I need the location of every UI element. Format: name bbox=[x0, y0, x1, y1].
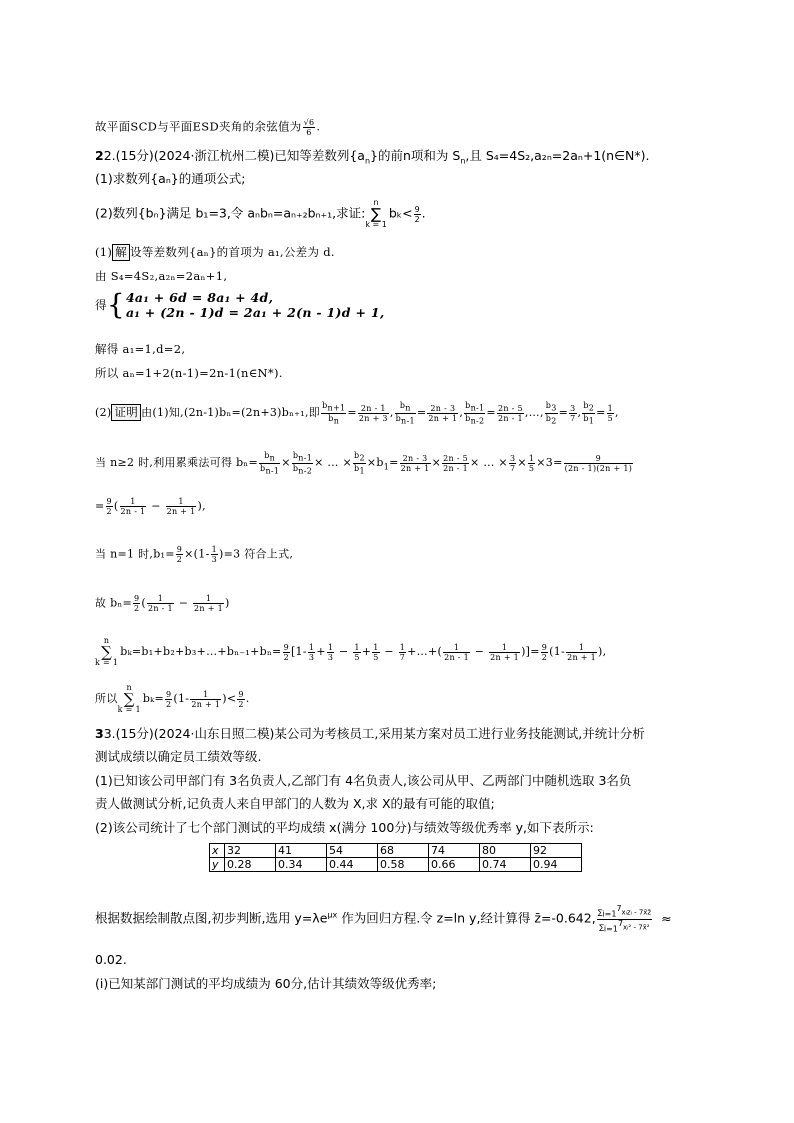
problem-3-q1b: 责人做测试分析,记负责人来自甲部门的人数为 X,求 X的最有可能的取值; bbox=[95, 796, 495, 811]
problem-3-qi: (ⅰ)已知某部门测试的平均成绩为 60分,估计其绩效等级优秀率; bbox=[95, 976, 437, 991]
solution-2-general: 故 bₙ= $\frac{9}{2}$ ( $\frac{1}{2n - 1}$ − $\frac{1}{2n + 1}$ ) bbox=[95, 594, 230, 613]
solution-1-intro: (1) 解 设等差数列{aₙ}的首项为 a₁,公差为 d. bbox=[95, 245, 335, 259]
table-row: y 0.28 0.34 0.44 0.58 0.66 0.74 0.94 bbox=[210, 858, 582, 872]
solution-2-check: 当 n=1 时,b₁= $\frac{9}{2}$ ×(1- $\frac{1}{3}$ )=3 符合上式, bbox=[95, 545, 294, 564]
problem-2-q2: (2)数列{bₙ}满足 b₁=3,令 aₙbₙ=aₙ₊₂bₙ₊₁,求证:n ∑ k = 1bₖ< $\frac{9}{2}$ . bbox=[95, 198, 426, 229]
problem-3-header: 33.(15分)(2024·山东日照二模)某公司为考核员工,采用某方案对员工进行业务技能测试,并统计分析 bbox=[95, 726, 645, 741]
problem-3-approx-value: 0.02. bbox=[95, 952, 127, 967]
solution-1-result: 解得 a₁=1,d=2, bbox=[95, 342, 186, 356]
problem-3-q1: (1)已知该公司甲部门有 3名负责人,乙部门有 4名负责人,该公司从甲、乙两部门中随机选取 3名负 bbox=[95, 773, 632, 788]
problem-2-header: 22.(15分)(2024·浙江杭州二模)已知等差数列$\{a_n\}$的前n项和为 $S_n$,且 S₄=4S₂,a₂ₙ=2aₙ+1(n∈N*). bbox=[95, 148, 650, 166]
data-table bbox=[209, 843, 582, 872]
solution-2-product: 当 n≥2 时,利用累乘法可得 bₙ= $\frac{b_n}{b_{n-1}}$ × $\frac{b_{n-1}}{b_{n-2}}$ × … × $\frac{b_2}{b_1}$ $\times b_1=$ $\frac{2n - 3}{2n + 1}$ × $\frac{2n - 5}{2n - 1}$ × … × $\frac{3}{7}$ × $\frac{1}{5}$ ×3= $\frac{9}{(2n - 1)(2n + 1)}$ bbox=[95, 451, 633, 476]
solution-1-given: 由 S₄=4S₂,a₂ₙ=2aₙ+1, bbox=[95, 269, 228, 283]
problem-2-q1: (1)求数列{aₙ}的通项公式; bbox=[95, 171, 246, 186]
solution-2-ratio: (2) 证明 由(1)知,(2n-1)bₙ=(2n+3)bₙ₊₁,即 $\frac{b_{n+1}}{b_n}$ = $\frac{2n - 1}{2n + 3}$ , $\frac{b_n}{b_{n-1}}$ = $\frac{2n - 3}{2n + 1}$ , $\frac{b_{n-1}}{b_{n-2}}$ = $\frac{2n - 5}{2n - 1}$ ,…, $\frac{b_3}{b_2}$ = $\frac{3}{7}$ , $\frac{b_2}{b_1}$ = $\frac{1}{5}$ , bbox=[95, 401, 619, 426]
proof-tag: 证明 bbox=[111, 404, 141, 421]
problem-3-model: 根据数据绘制散点图,初步判断,选用 $y=\lambda e^{\mu x}$ 作为回归方程.令 z=ln y,经计算得 z̄=-0.642, $\frac{\sum_{i=1}^7xᵢzᵢ - 7x̄z̄}{\sum_{i=1}^7xᵢ^2 - 7x̄^2}$ ≈ bbox=[95, 904, 672, 934]
sum-operator: n ∑ k = 1 bbox=[365, 198, 387, 229]
table-row: x 32 41 54 68 74 80 92 bbox=[210, 844, 582, 858]
problem-3-q2: (2)该公司统计了七个部门测试的平均成绩 x(满分 100分)与绩效等级优秀率 y,如下表所示: bbox=[95, 820, 594, 835]
solution-tag: 解 bbox=[112, 244, 130, 261]
solution-1-system: 得{ 4a₁ + 6d = 8a₁ + 4d, a₁ + (2n - 1)d = 2a₁ + 2(n - 1)d + 1, bbox=[95, 288, 385, 321]
solution-2-sum: n ∑ k = 1bₖ=b₁+b₂+b₃+…+bₙ₋₁+bₙ= $\frac{9}{2}$ [1- $\frac{1}{3}$ + $\frac{1}{3}$ − $\frac{1}{5}$ + $\frac{1}{5}$ − $\frac{1}{7}$ +…+( $\frac{1}{2n - 1}$ − $\frac{1}{2n + 1}$ )]= $\frac{9}{2}$ (1- $\frac{1}{2n + 1}$ ), bbox=[95, 636, 607, 667]
solution-2-conclusion: 所以n ∑ k = 1bₖ= $\frac{9}{2}$ (1- $\frac{1}{2n + 1}$ )< $\frac{9}{2}$ . bbox=[95, 683, 250, 714]
problem-3-header-2: 测试成绩以确定员工绩效等级. bbox=[95, 749, 262, 764]
cosine-fraction: $\frac{√6}{6}$ bbox=[303, 118, 315, 137]
solution-2-split: = $\frac{9}{2}$ ( $\frac{1}{2n - 1}$ − $\frac{1}{2n + 1}$ ), bbox=[95, 497, 206, 516]
solution-1-formula: 所以 aₙ=1+2(n-1)=2n-1(n∈N*). bbox=[95, 366, 283, 380]
prev-conclusion: 故平面SCD与平面ESD夹角的余弦值为 $\frac{√6}{6}$ . bbox=[95, 118, 321, 137]
